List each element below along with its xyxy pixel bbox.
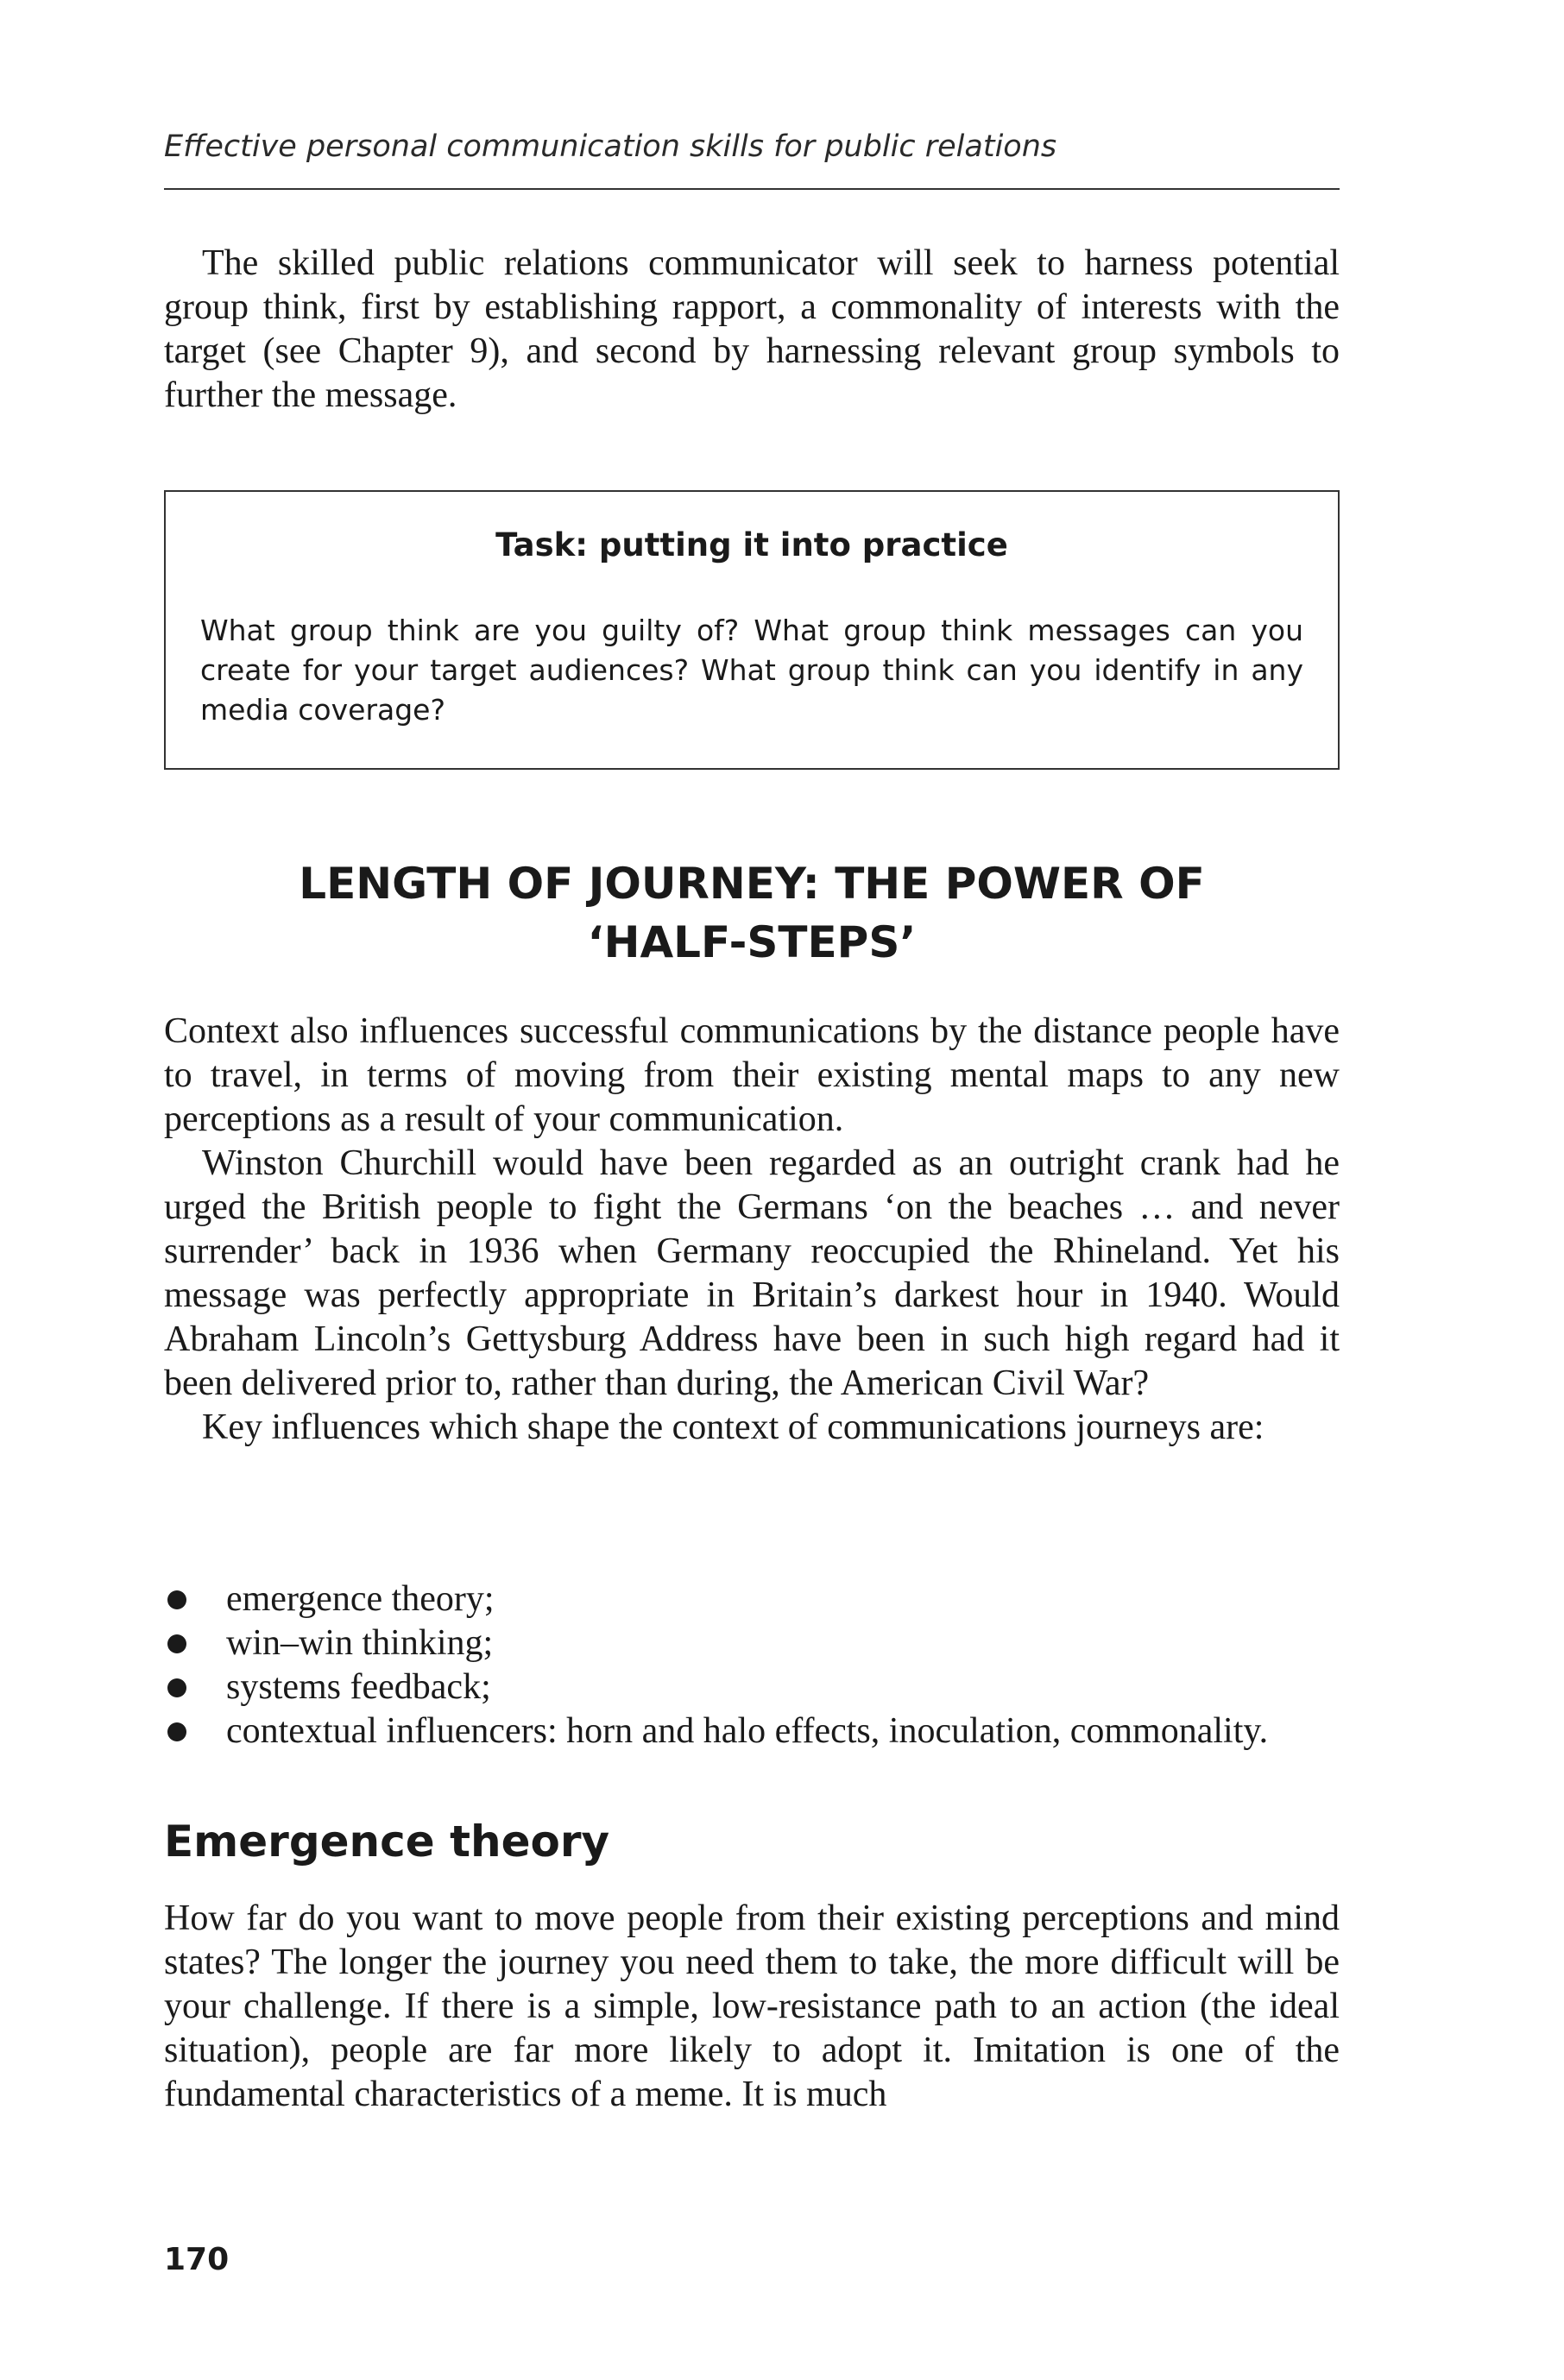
task-box-title: Task: putting it into practice [495,526,1008,564]
bullet-icon [167,1722,186,1741]
section-paragraph: Context also influences successful communications by the distance people have to travel, in terms of moving from their existing mental maps to any new perceptions as a result of your communication. [164,1011,1340,1139]
list-item-text: contextual influencers: horn and halo effects, inoculation, commonality. [226,1711,1269,1751]
section-paragraph: Winston Churchill would have been regarded as an outright crank had he urged the British people to fight the Germans ‘on the beaches … and never surrender’ back in 1936 when Germany reoccupied the Rhineland. Yet his message was perfectly appropriate in Britain’s darkest hour in 1940. Would Abraham Lincoln’s Gettysburg Address have been in such high regard had it been delivered prior to, rather than during, the American Civil War? [164,1143,1340,1403]
bullet-icon [167,1678,186,1697]
list-item-text: emergence theory; [226,1579,495,1619]
section-heading [164,854,1340,972]
bullet-icon [167,1590,186,1609]
running-head: Effective personal communication skills for public relations [164,129,1057,164]
list-item [164,1621,1340,1665]
section-heading-line-1: LENGTH OF JOURNEY: THE POWER OF [299,859,1205,909]
influences-list [164,1577,1340,1754]
task-box-body: What group think are you guilty of? What group think messages can you create for your target audiences? What group think can you identify in any media coverage? [200,614,1303,727]
page-number: 170 [164,2242,230,2277]
subsection-heading: Emergence theory [164,1816,610,1867]
section-body [164,1010,1340,1450]
list-item [164,1665,1340,1709]
subsection-paragraph: How far do you want to move people from their existing perceptions and mind states? The longer the journey you need them to take, the more difficult will be your challenge. If there is a simple, low-resistance path to an action (the ideal situation), people are far more likely to adopt it. Imitation is one of the fundamental characteristics of a meme. It is much [164,1898,1340,2114]
section-paragraph: Key influences which shape the context of communications journeys are: [202,1407,1264,1447]
task-box [164,490,1340,770]
book-page [164,0,1340,2380]
list-item [164,1577,1340,1621]
bullet-icon [167,1634,186,1653]
list-item-text: win–win thinking; [226,1623,494,1663]
list-item-text: systems feedback; [226,1667,491,1707]
list-item [164,1709,1340,1754]
intro-paragraph: The skilled public relations communicator will seek to harness potential group think, first by establishing rapport, a commonality of interests with the target (see Chapter 9), and second by harnessing relevant group symbols to further the message. [164,243,1340,415]
section-heading-line-2: ‘HALF-STEPS’ [587,917,917,967]
header-rule [164,188,1340,190]
